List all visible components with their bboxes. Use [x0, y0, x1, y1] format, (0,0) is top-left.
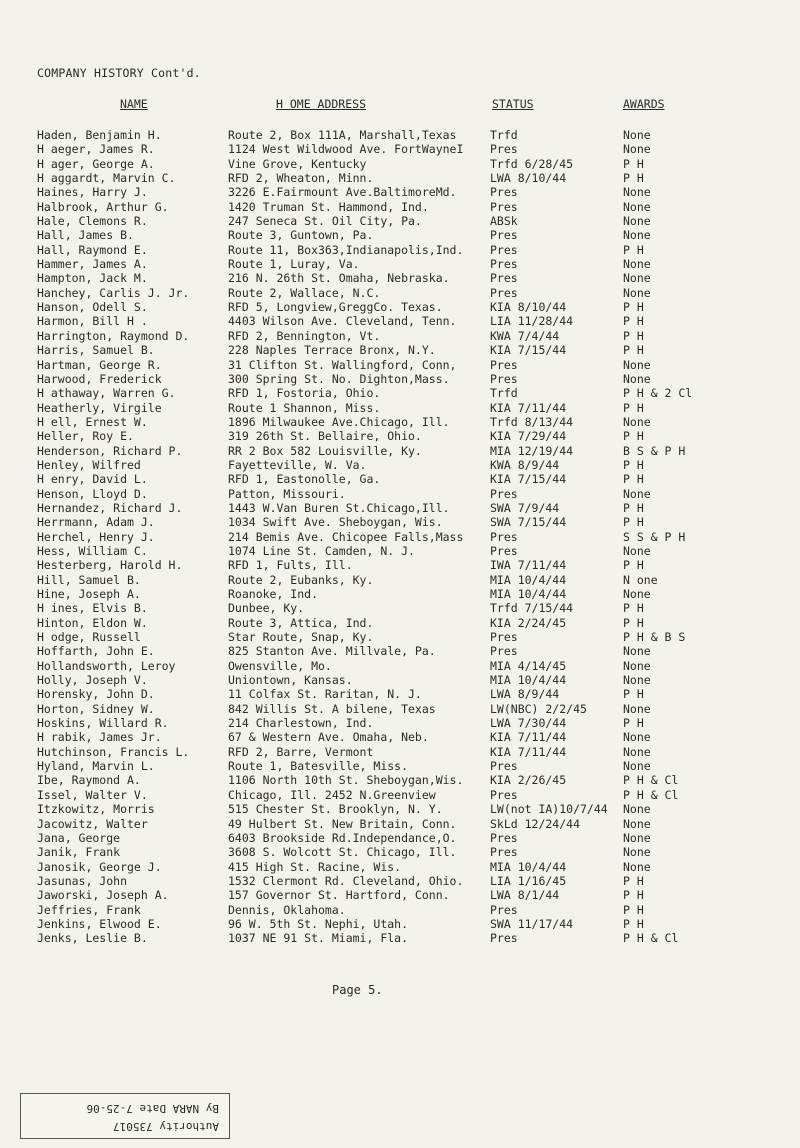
cell-name: Harwood, Frederick: [37, 371, 162, 386]
roster-table: [0, 128, 800, 946]
table-row: [0, 214, 800, 228]
cell-address: Fayetteville, W. Va.: [228, 457, 367, 472]
cell-address: 1532 Clermont Rd. Cleveland, Ohio.: [228, 873, 464, 888]
cell-name: H odge, Russell: [37, 630, 141, 645]
cell-name: Herrmann, Adam J.: [37, 515, 155, 530]
cell-address: Route 1, Luray, Va.: [228, 257, 360, 272]
cell-status: MIA 10/4/44: [490, 587, 567, 601]
cell-status: Trfd 7/15/44: [490, 601, 574, 616]
declassification-stamp: [20, 1093, 230, 1139]
cell-name: Harris, Samuel B.: [37, 343, 155, 358]
cell-address: 214 Charlestown, Ind.: [228, 716, 374, 731]
cell-awards: P H: [623, 300, 644, 315]
cell-status: Trfd 6/28/45: [490, 156, 574, 171]
table-row: [0, 644, 800, 658]
cell-awards: None: [623, 830, 651, 845]
table-row: [0, 200, 800, 214]
cell-awards: P H: [623, 242, 644, 257]
cell-address: 31 Clifton St. Wallingford, Conn,: [228, 357, 457, 372]
cell-status: Pres: [490, 644, 518, 659]
cell-address: Dennis, Oklahoma.: [228, 902, 346, 917]
cell-address: 1896 Milwaukee Ave.Chicago, Ill.: [228, 414, 450, 429]
table-row: [0, 687, 800, 701]
table-row: [0, 759, 800, 773]
cell-awards: P H: [623, 888, 644, 903]
cell-awards: None: [623, 285, 651, 300]
cell-name: H ines, Elvis B.: [37, 601, 148, 616]
cell-status: LWA 8/9/44: [490, 687, 560, 702]
cell-status: Trfd 8/13/44: [490, 414, 574, 429]
table-row: [0, 745, 800, 759]
cell-status: Pres: [490, 285, 518, 300]
cell-awards: None: [623, 486, 651, 501]
cell-status: Pres: [490, 630, 518, 645]
cell-awards: P H: [623, 343, 644, 358]
cell-address: 319 26th St. Bellaire, Ohio.: [228, 429, 422, 444]
cell-awards: None: [623, 673, 651, 688]
cell-awards: P H & B S: [623, 630, 686, 645]
cell-address: 157 Governor St. Hartford, Conn.: [228, 888, 450, 903]
cell-status: LIA 11/28/44: [490, 314, 574, 329]
table-row: [0, 573, 800, 587]
cell-address: 1443 W.Van Buren St.Chicago,Ill.: [228, 500, 450, 515]
table-row: [0, 802, 800, 816]
cell-name: Holly, Joseph V.: [37, 673, 148, 688]
cell-awards: S S & P H: [623, 529, 686, 544]
cell-name: Harmon, Bill H .: [37, 314, 148, 329]
cell-awards: None: [623, 214, 651, 229]
cell-awards: None: [623, 271, 651, 286]
table-row: [0, 558, 800, 572]
cell-address: RR 2 Box 582 Louisville, Ky.: [228, 443, 422, 458]
cell-name: Itzkowitz, Morris: [37, 802, 155, 817]
cell-name: Hesterberg, Harold H.: [37, 558, 183, 573]
cell-address: Route 1 Shannon, Miss.: [228, 400, 381, 415]
cell-awards: None: [623, 128, 651, 142]
cell-status: MIA 4/14/45: [490, 658, 567, 673]
cell-address: Uniontown, Kansas.: [228, 673, 353, 688]
cell-status: Pres: [490, 830, 518, 845]
cell-name: Hess, William C.: [37, 543, 148, 558]
cell-awards: None: [623, 199, 651, 214]
cell-awards: None: [623, 185, 651, 200]
cell-status: Pres: [490, 185, 518, 200]
cell-status: Pres: [490, 357, 518, 372]
table-row: [0, 931, 800, 945]
cell-status: LWA 8/1/44: [490, 888, 560, 903]
table-row: [0, 515, 800, 529]
cell-address: 1074 Line St. Camden, N. J.: [228, 543, 415, 558]
cell-name: Haines, Harry J.: [37, 185, 148, 200]
cell-name: H ager, George A.: [37, 156, 155, 171]
cell-status: Pres: [490, 529, 518, 544]
table-row: [0, 243, 800, 257]
cell-status: MIA 12/19/44: [490, 443, 574, 458]
table-row: [0, 228, 800, 242]
cell-address: 415 High St. Racine, Wis.: [228, 859, 402, 874]
cell-awards: None: [623, 228, 651, 243]
cell-status: Pres: [490, 845, 518, 860]
cell-status: Pres: [490, 199, 518, 214]
cell-awards: None: [623, 730, 651, 745]
table-row: [0, 917, 800, 931]
cell-status: Pres: [490, 486, 518, 501]
cell-awards: P H: [623, 328, 644, 343]
cell-status: MIA 10/4/44: [490, 859, 567, 874]
cell-address: Owensville, Mo.: [228, 658, 332, 673]
table-row: [0, 444, 800, 458]
cell-address: Route 2, Eubanks, Ky.: [228, 572, 374, 587]
table-row: [0, 673, 800, 687]
table-row: [0, 472, 800, 486]
page-number: Page 5.: [332, 983, 383, 997]
table-row: [0, 257, 800, 271]
table-row: [0, 730, 800, 744]
cell-name: Hollandsworth, Leroy: [37, 658, 176, 673]
cell-name: Jacowitz, Walter: [37, 816, 148, 831]
cell-status: Pres: [490, 257, 518, 272]
table-row: [0, 300, 800, 314]
table-row: [0, 358, 800, 372]
cell-awards: P H: [623, 429, 644, 444]
cell-name: Jeffries, Frank: [37, 902, 141, 917]
cell-status: Pres: [490, 142, 518, 157]
cell-name: Horensky, John D.: [37, 687, 155, 702]
cell-awards: None: [623, 257, 651, 272]
cell-name: Hale, Clemons R.: [37, 214, 148, 229]
cell-name: H enry, David L.: [37, 472, 148, 487]
cell-status: SWA 7/15/44: [490, 515, 567, 530]
cell-status: Pres: [490, 787, 518, 802]
cell-address: 825 Stanton Ave. Millvale, Pa.: [228, 644, 436, 659]
cell-address: 228 Naples Terrace Bronx, N.Y.: [228, 343, 436, 358]
cell-status: Pres: [490, 931, 518, 946]
cell-status: KIA 7/11/44: [490, 744, 567, 759]
table-row: [0, 329, 800, 343]
table-row: [0, 903, 800, 917]
cell-status: LWA 7/30/44: [490, 716, 567, 731]
cell-address: Route 11, Box363,Indianapolis,Ind.: [228, 242, 464, 257]
cell-name: Jaworski, Joseph A.: [37, 888, 169, 903]
cell-address: RFD 1, Eastonolle, Ga.: [228, 472, 381, 487]
cell-status: IWA 7/11/44: [490, 558, 567, 573]
cell-awards: None: [623, 859, 651, 874]
cell-address: 6403 Brookside Rd.Independance,O.: [228, 830, 457, 845]
cell-awards: P H: [623, 400, 644, 415]
cell-awards: None: [623, 357, 651, 372]
cell-name: Janik, Frank: [37, 845, 121, 860]
cell-status: SWA 11/17/44: [490, 916, 574, 931]
table-row: [0, 630, 800, 644]
cell-address: Route 2, Wallace, N.C.: [228, 285, 381, 300]
table-row: [0, 314, 800, 328]
table-row: [0, 587, 800, 601]
cell-awards: P H: [623, 515, 644, 530]
column-header-address: H OME ADDRESS: [276, 97, 367, 111]
cell-status: KIA 7/15/44: [490, 343, 567, 358]
cell-address: 3608 S. Wolcott St. Chicago, Ill.: [228, 845, 457, 860]
cell-status: Pres: [490, 759, 518, 774]
cell-awards: P H: [623, 902, 644, 917]
cell-address: RFD 5, Longview,GreggCo. Texas.: [228, 300, 443, 315]
cell-name: Hyland, Marvin L.: [37, 759, 155, 774]
cell-awards: P H: [623, 615, 644, 630]
cell-awards: None: [623, 371, 651, 386]
cell-status: KIA 7/29/44: [490, 429, 567, 444]
cell-name: Hernandez, Richard J.: [37, 500, 183, 515]
cell-awards: P H: [623, 472, 644, 487]
cell-name: Heatherly, Virgile: [37, 400, 162, 415]
cell-status: SkLd 12/24/44: [490, 816, 581, 831]
cell-name: Henson, Lloyd D.: [37, 486, 148, 501]
table-row: [0, 702, 800, 716]
cell-status: MIA 10/4/44: [490, 673, 567, 688]
table-row: [0, 157, 800, 171]
cell-address: 49 Hulbert St. New Britain, Conn.: [228, 816, 457, 831]
cell-name: Hinton, Eldon W.: [37, 615, 148, 630]
cell-address: 96 W. 5th St. Nephi, Utah.: [228, 916, 409, 931]
cell-awards: P H: [623, 716, 644, 731]
cell-name: Hampton, Jack M.: [37, 271, 148, 286]
cell-address: RFD 2, Wheaton, Minn.: [228, 171, 374, 186]
table-row: [0, 415, 800, 429]
cell-address: Vine Grove, Kentucky: [228, 156, 367, 171]
cell-name: H aggardt, Marvin C.: [37, 171, 176, 186]
table-row: [0, 845, 800, 859]
column-header-awards: AWARDS: [623, 97, 665, 111]
cell-name: H rabik, James Jr.: [37, 730, 162, 745]
table-row: [0, 128, 800, 142]
cell-address: 1420 Truman St. Hammond, Ind.: [228, 199, 429, 214]
cell-status: LWA 8/10/44: [490, 171, 567, 186]
table-row: [0, 817, 800, 831]
cell-name: Jasunas, John: [37, 873, 128, 888]
cell-awards: P H: [623, 601, 644, 616]
cell-awards: P H & Cl: [623, 773, 679, 788]
cell-address: 1124 West Wildwood Ave. FortWayneI: [228, 142, 464, 157]
cell-address: 67 & Western Ave. Omaha, Neb.: [228, 730, 429, 745]
cell-address: 300 Spring St. No. Dighton,Mass.: [228, 371, 450, 386]
cell-name: Jenkins, Elwood E.: [37, 916, 162, 931]
cell-awards: P H: [623, 314, 644, 329]
cell-status: LW(NBC) 2/2/45: [490, 701, 587, 716]
cell-name: Henderson, Richard P.: [37, 443, 183, 458]
cell-awards: None: [623, 587, 651, 601]
cell-status: KIA 7/11/44: [490, 400, 567, 415]
cell-awards: P H: [623, 500, 644, 515]
cell-awards: P H: [623, 687, 644, 702]
cell-awards: P H: [623, 171, 644, 186]
cell-status: MIA 10/4/44: [490, 572, 567, 587]
cell-status: KIA 7/15/44: [490, 472, 567, 487]
cell-awards: P H: [623, 457, 644, 472]
cell-address: Chicago, Ill. 2452 N.Greenview: [228, 787, 436, 802]
column-header-name: NAME: [120, 97, 148, 111]
cell-awards: N one: [623, 572, 658, 587]
cell-awards: None: [623, 414, 651, 429]
cell-awards: P H: [623, 156, 644, 171]
table-row: [0, 171, 800, 185]
cell-status: Trfd: [490, 128, 518, 142]
cell-awards: P H & 2 Cl: [623, 386, 693, 401]
cell-name: H aeger, James R.: [37, 142, 155, 157]
table-row: [0, 544, 800, 558]
cell-status: KIA 8/10/44: [490, 300, 567, 315]
cell-awards: P H & Cl: [623, 787, 679, 802]
cell-address: 1037 NE 91 St. Miami, Fla.: [228, 931, 409, 946]
column-header-status: STATUS: [492, 97, 534, 111]
cell-awards: None: [623, 759, 651, 774]
cell-address: 214 Bemis Ave. Chicopee Falls,Mass: [228, 529, 464, 544]
cell-name: Ibe, Raymond A.: [37, 773, 141, 788]
table-row: [0, 286, 800, 300]
cell-address: 3226 E.Fairmount Ave.BaltimoreMd.: [228, 185, 457, 200]
cell-address: 216 N. 26th St. Omaha, Nebraska.: [228, 271, 450, 286]
table-row: [0, 860, 800, 874]
cell-status: Pres: [490, 271, 518, 286]
cell-awards: B S & P H: [623, 443, 686, 458]
cell-status: SWA 7/9/44: [490, 500, 560, 515]
cell-address: 1034 Swift Ave. Sheboygan, Wis.: [228, 515, 443, 530]
cell-name: Hill, Samuel B.: [37, 572, 141, 587]
cell-awards: None: [623, 658, 651, 673]
cell-status: Trfd: [490, 386, 518, 401]
cell-address: Roanoke, Ind.: [228, 587, 319, 601]
table-row: [0, 831, 800, 845]
cell-address: Route 3, Attica, Ind.: [228, 615, 374, 630]
table-row: [0, 185, 800, 199]
table-row: [0, 401, 800, 415]
cell-status: KIA 2/24/45: [490, 615, 567, 630]
table-row: [0, 372, 800, 386]
cell-name: Jenks, Leslie B.: [37, 931, 148, 946]
cell-address: 247 Seneca St. Oil City, Pa.: [228, 214, 422, 229]
cell-name: Issel, Walter V.: [37, 787, 148, 802]
table-row: [0, 874, 800, 888]
page-heading: COMPANY HISTORY Cont'd.: [37, 66, 201, 80]
table-row: [0, 773, 800, 787]
cell-name: Hall, Raymond E.: [37, 242, 148, 257]
cell-address: Route 1, Batesville, Miss.: [228, 759, 409, 774]
table-row: [0, 530, 800, 544]
cell-address: Route 2, Box 111A, Marshall,Texas: [228, 128, 457, 142]
cell-name: Herchel, Henry J.: [37, 529, 155, 544]
cell-status: Pres: [490, 902, 518, 917]
cell-status: Pres: [490, 242, 518, 257]
cell-name: Haden, Benjamin H.: [37, 128, 162, 142]
cell-name: Harrington, Raymond D.: [37, 328, 190, 343]
cell-awards: None: [623, 142, 651, 157]
cell-awards: P H: [623, 558, 644, 573]
cell-status: Pres: [490, 228, 518, 243]
cell-address: 515 Chester St. Brooklyn, N. Y.: [228, 802, 443, 817]
cell-awards: P H: [623, 873, 644, 888]
cell-name: Hanson, Odell S.: [37, 300, 148, 315]
cell-name: Jana, George: [37, 830, 121, 845]
cell-address: 842 Willis St. A bilene, Texas: [228, 701, 436, 716]
cell-status: LIA 1/16/45: [490, 873, 567, 888]
cell-name: Hartman, George R.: [37, 357, 162, 372]
table-row: [0, 271, 800, 285]
cell-name: Hoffarth, John E.: [37, 644, 155, 659]
cell-status: ABSk: [490, 214, 518, 229]
cell-name: Hall, James B.: [37, 228, 134, 243]
table-row: [0, 487, 800, 501]
cell-awards: P H: [623, 916, 644, 931]
cell-name: Janosik, George J.: [37, 859, 162, 874]
table-row: [0, 716, 800, 730]
cell-address: RFD 1, Fults, Ill.: [228, 558, 353, 573]
cell-awards: None: [623, 644, 651, 659]
cell-status: KIA 7/11/44: [490, 730, 567, 745]
cell-status: KWA 7/4/44: [490, 328, 560, 343]
cell-name: Horton, Sidney W.: [37, 701, 155, 716]
cell-awards: None: [623, 543, 651, 558]
table-row: [0, 386, 800, 400]
cell-address: 11 Colfax St. Raritan, N. J.: [228, 687, 422, 702]
cell-awards: None: [623, 845, 651, 860]
table-row: [0, 458, 800, 472]
table-row: [0, 888, 800, 902]
cell-name: Hoskins, Willard R.: [37, 716, 169, 731]
table-row: [0, 659, 800, 673]
cell-address: RFD 1, Fostoria, Ohio.: [228, 386, 381, 401]
cell-awards: None: [623, 744, 651, 759]
cell-name: Hanchey, Carlis J. Jr.: [37, 285, 190, 300]
stamp-authority: Authority 735017: [113, 1120, 219, 1133]
cell-address: 1106 North 10th St. Sheboygan,Wis.: [228, 773, 464, 788]
cell-status: KWA 8/9/44: [490, 457, 560, 472]
table-row: [0, 429, 800, 443]
cell-name: H ell, Ernest W.: [37, 414, 148, 429]
cell-name: Henley, Wilfred: [37, 457, 141, 472]
cell-name: Halbrook, Arthur G.: [37, 199, 169, 214]
table-row: [0, 601, 800, 615]
cell-name: Heller, Roy E.: [37, 429, 134, 444]
cell-name: H athaway, Warren G.: [37, 386, 176, 401]
cell-name: Hammer, James A.: [37, 257, 148, 272]
cell-address: Route 3, Guntown, Pa.: [228, 228, 374, 243]
table-row: [0, 343, 800, 357]
table-row: [0, 142, 800, 156]
cell-status: Pres: [490, 543, 518, 558]
cell-address: Patton, Missouri.: [228, 486, 346, 501]
cell-status: KIA 2/26/45: [490, 773, 567, 788]
table-row: [0, 616, 800, 630]
cell-name: Hutchinson, Francis L.: [37, 744, 190, 759]
stamp-nara-date: By NARA Date 7-25-06: [86, 1102, 219, 1115]
cell-address: 4403 Wilson Ave. Cleveland, Tenn.: [228, 314, 457, 329]
cell-status: Pres: [490, 371, 518, 386]
cell-awards: None: [623, 816, 651, 831]
cell-address: Star Route, Snap, Ky.: [228, 630, 374, 645]
cell-address: RFD 2, Bennington, Vt.: [228, 328, 381, 343]
cell-address: Dunbee, Ky.: [228, 601, 305, 616]
cell-status: LW(not IA)10/7/44: [490, 802, 608, 817]
table-row: [0, 788, 800, 802]
cell-awards: None: [623, 802, 651, 817]
table-row: [0, 501, 800, 515]
cell-awards: None: [623, 701, 651, 716]
cell-address: RFD 2, Barre, Vermont: [228, 744, 374, 759]
cell-awards: P H & Cl: [623, 931, 679, 946]
cell-name: Hine, Joseph A.: [37, 587, 141, 601]
